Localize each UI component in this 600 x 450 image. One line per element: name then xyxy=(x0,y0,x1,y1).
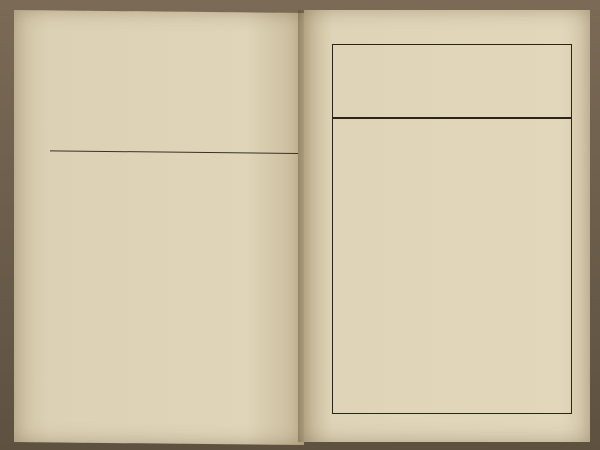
section-divider xyxy=(50,150,298,154)
calendar-note xyxy=(52,28,292,31)
signature xyxy=(52,28,292,31)
calendar-note-text xyxy=(52,28,292,31)
title-rule xyxy=(333,117,571,119)
right-page xyxy=(304,10,590,442)
open-book xyxy=(14,10,590,442)
story-heading xyxy=(52,162,292,165)
poem-frame xyxy=(332,44,572,414)
story-body xyxy=(52,210,294,213)
left-page xyxy=(14,10,304,445)
